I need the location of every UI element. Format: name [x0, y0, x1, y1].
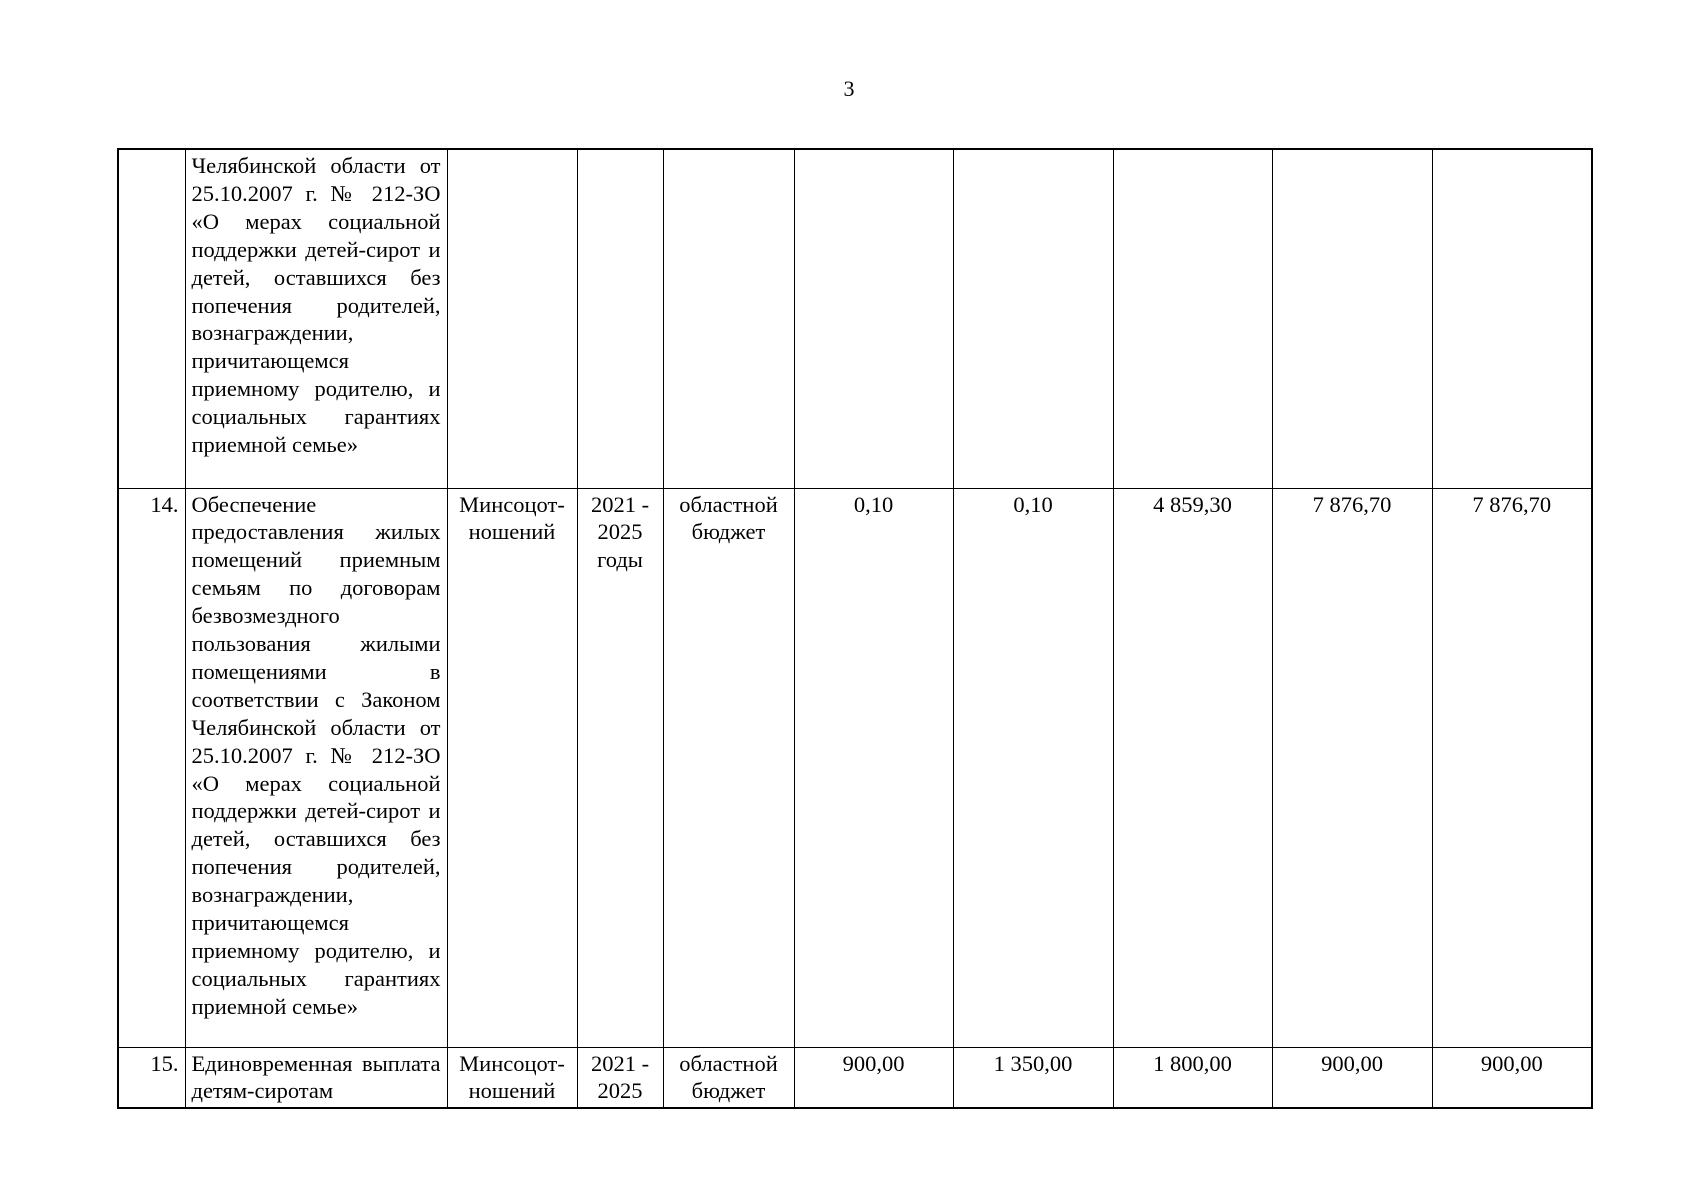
row-value-1: 900,00 [794, 1047, 953, 1108]
program-table [117, 148, 1593, 1109]
row-value-5: 900,00 [1432, 1047, 1592, 1108]
row-description: Единовременная выплата детям-сиротам [185, 1047, 447, 1108]
row-description: Обеспечение предоставления жилых помещений приемным семьям по договорам безвозмездного пользования жилыми помещениями в соответствии с Законом Челябинской области от 25.10.2007 г. № 212-ЗО «О мерах социальной поддержки детей-сирот и детей, оставшихся без попечения родителей, вознаграждении, причитающемся приемному родителю, и социальных гарантиях приемной семье» [185, 488, 447, 1047]
row-value-2: 0,10 [953, 488, 1113, 1047]
row-value-1: 0,10 [794, 488, 953, 1047]
row-source: областной бюджет [663, 488, 794, 1047]
table-row [118, 149, 1592, 488]
row-source [663, 149, 794, 488]
row-value-4 [1272, 149, 1432, 488]
row-number: 15. [118, 1047, 185, 1108]
row-value-2 [953, 149, 1113, 488]
row-period: 2021 - 2025 годы [577, 488, 663, 1047]
row-value-5: 7 876,70 [1432, 488, 1592, 1047]
table-row [118, 1047, 1592, 1108]
row-executor: Минсоцот-ношений [447, 1047, 577, 1108]
row-source: областной бюджет [663, 1047, 794, 1108]
row-number: 14. [118, 488, 185, 1047]
table-row [118, 488, 1592, 1047]
row-value-2: 1 350,00 [953, 1047, 1113, 1108]
row-number [118, 149, 185, 488]
row-value-4: 7 876,70 [1272, 488, 1432, 1047]
row-value-3 [1113, 149, 1272, 488]
row-description: Челябинской области от 25.10.2007 г. № 212-ЗО «О мерах социальной поддержки детей-сирот и детей, оставшихся без попечения родителей, вознаграждении, причитающемся приемному родителю, и социальных гарантиях приемной семье» [185, 149, 447, 488]
page-number: 3 [843, 76, 855, 101]
row-value-5 [1432, 149, 1592, 488]
row-value-1 [794, 149, 953, 488]
row-executor: Минсоцот-ношений [447, 488, 577, 1047]
row-value-4: 900,00 [1272, 1047, 1432, 1108]
row-executor [447, 149, 577, 488]
row-period: 2021 - 2025 [577, 1047, 663, 1108]
row-value-3: 1 800,00 [1113, 1047, 1272, 1108]
row-value-3: 4 859,30 [1113, 488, 1272, 1047]
row-period [577, 149, 663, 488]
